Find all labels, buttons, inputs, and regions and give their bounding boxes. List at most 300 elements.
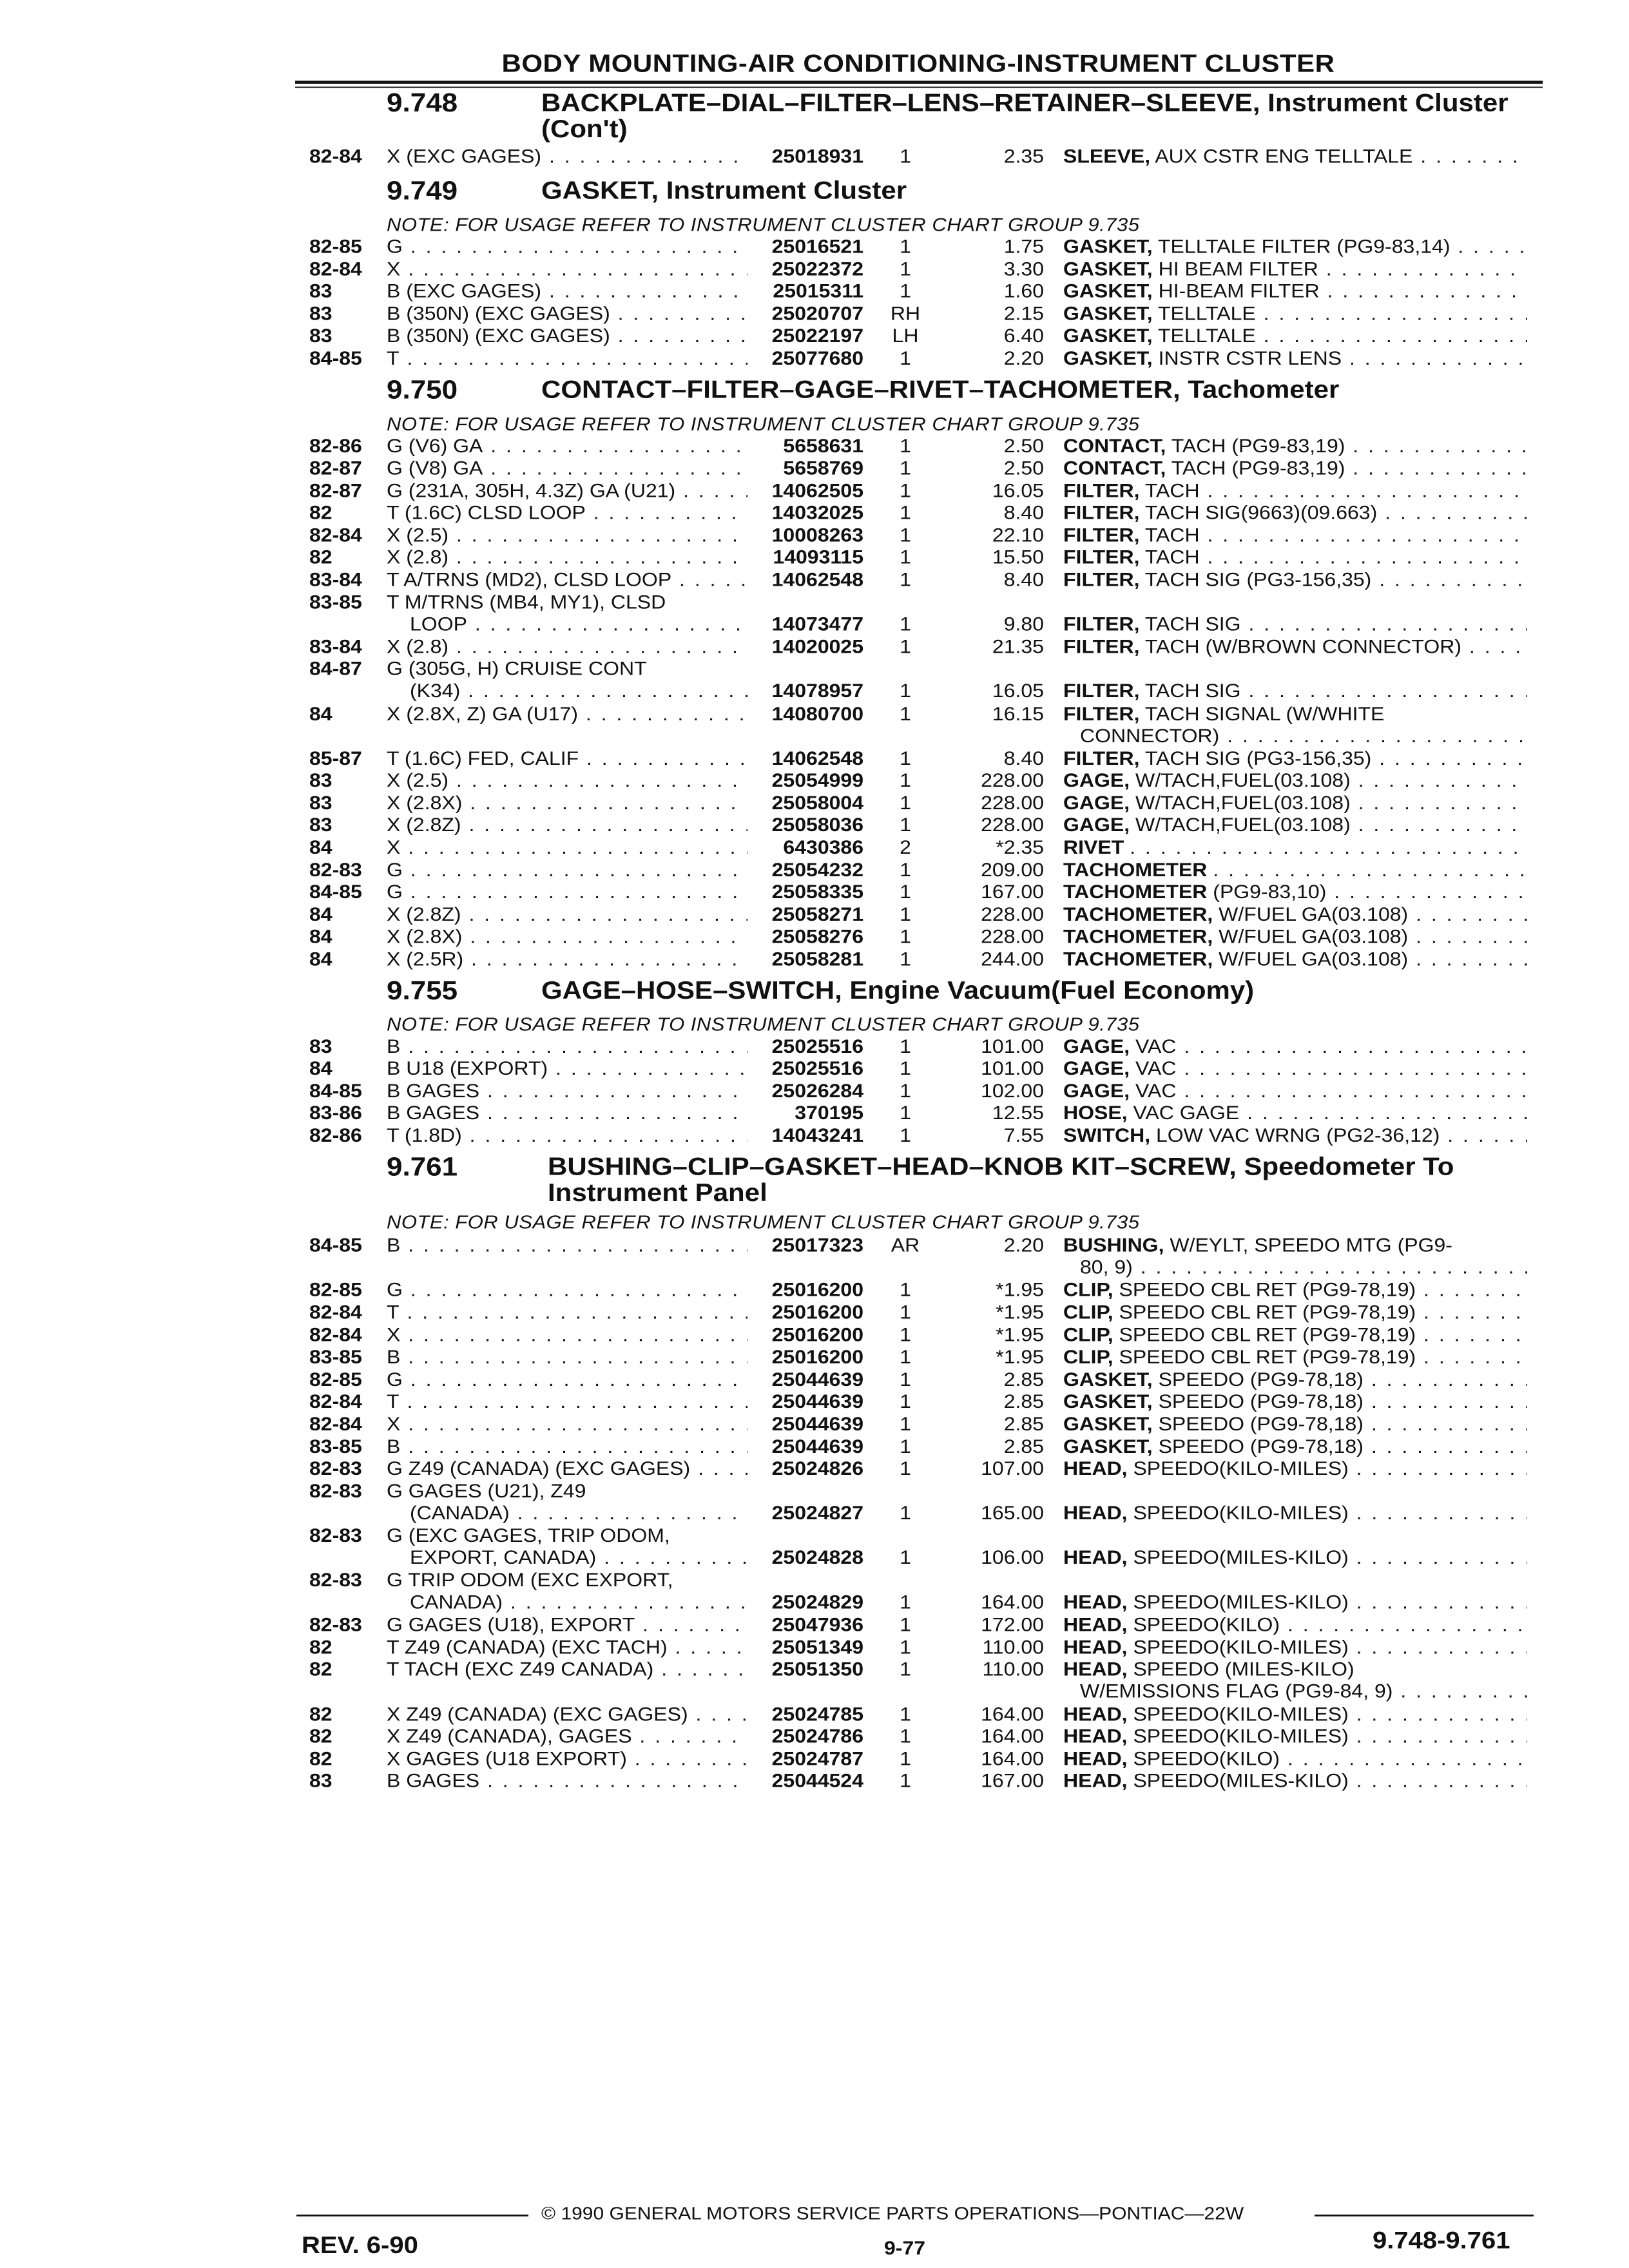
price: 2.20 [1003, 347, 1044, 369]
part-name [1063, 280, 1527, 302]
price: 2.85 [1003, 1413, 1044, 1435]
usage-description: X (2.8X) . . . [387, 926, 747, 948]
part-number: 25051350 [771, 1658, 863, 1680]
model-years: 84-85 [309, 1080, 362, 1102]
part-name-keyword: HEAD, [1063, 1502, 1128, 1524]
price: 110.00 [982, 1636, 1044, 1658]
usage-description-continued: (CANADA) . . . [410, 1502, 747, 1524]
quantity: 1 [900, 1591, 911, 1613]
quantity: 1 [900, 479, 911, 501]
quantity: 1 [900, 1035, 911, 1057]
usage-description: X (2.8X) . . . [387, 792, 747, 814]
part-name-continued: W/EMISSIONS FLAG (PG9-84, 9) . . . [1080, 1680, 1527, 1702]
part-number: 14032025 [771, 501, 863, 524]
price: 8.40 [1003, 568, 1044, 590]
part-name-keyword: FILTER, [1063, 613, 1140, 635]
part-name-detail: LOW VAC WRNG (PG2-36,12) [1155, 1124, 1440, 1146]
price: 2.85 [1003, 1435, 1044, 1457]
part-name-keyword: HOSE, [1063, 1102, 1128, 1124]
usage-description: X (2.5) . . . [387, 524, 747, 546]
quantity: 1 [900, 1725, 911, 1747]
model-years: 84-85 [309, 1235, 362, 1256]
quantity: 1 [900, 568, 911, 590]
part-name-detail: W/FUEL GA(03.108) [1219, 925, 1409, 948]
header-rule-bottom [295, 87, 1543, 88]
part-number: 25024827 [771, 1502, 863, 1524]
part-number: 10008263 [771, 524, 863, 546]
model-years: 82 [309, 1747, 333, 1769]
quantity: 1 [900, 1546, 911, 1568]
part-name [1063, 1302, 1527, 1323]
quantity: 1 [900, 792, 911, 814]
part-number: 25025516 [771, 1057, 863, 1079]
usage-description: T . . . [387, 347, 747, 369]
quantity: 1 [900, 747, 911, 769]
usage-description: T (1.6C) CLSD LOOP . . . [387, 502, 747, 524]
part-number: 25024785 [771, 1703, 863, 1725]
price: *1.95 [996, 1346, 1044, 1368]
usage-description: B . . . [387, 1035, 747, 1057]
part-number: 25024829 [771, 1591, 863, 1613]
part-name [1063, 457, 1527, 479]
price: *1.95 [996, 1301, 1044, 1323]
footer-rule-left [296, 2215, 528, 2216]
part-number: 25022197 [771, 325, 863, 347]
usage-description: T (1.8D) . . . [387, 1124, 747, 1146]
part-row [0, 591, 1629, 635]
part-number: 25051349 [771, 1636, 863, 1658]
usage-description: G . . . [387, 1279, 747, 1301]
price: 209.00 [981, 859, 1044, 881]
price: 15.50 [992, 546, 1044, 568]
price: 164.00 [981, 1747, 1044, 1769]
part-name [1063, 814, 1527, 836]
part-row [0, 1235, 1629, 1278]
usage-description: X (2.5) . . . [387, 770, 747, 792]
section-title: GASKET, Instrument Cluster [541, 176, 907, 204]
part-name [1063, 1346, 1527, 1368]
usage-description: B . . . [387, 1436, 747, 1457]
part-name-detail: W/FUEL GA(03.108) [1219, 903, 1409, 925]
part-name-detail: W/TACH,FUEL(03.108) [1135, 769, 1351, 791]
part-number: 25017323 [771, 1235, 863, 1256]
quantity: 1 [900, 1080, 911, 1102]
part-name-keyword: GAGE, [1063, 1080, 1130, 1102]
usage-description: X (2.8) . . . [387, 546, 747, 568]
model-years: 82-85 [309, 235, 362, 257]
model-years: 84 [309, 948, 333, 970]
part-name [1063, 303, 1527, 325]
usage-description: B GAGES . . . [387, 1102, 747, 1124]
part-row [0, 1636, 1629, 1658]
price: 2.15 [1003, 302, 1044, 324]
section-title: GAGE–HOSE–SWITCH, Engine Vacuum(Fuel Economy) [541, 975, 1255, 1004]
model-years: 83-85 [309, 1435, 362, 1457]
part-row [0, 1524, 1629, 1568]
part-name-detail: SPEEDO(KILO-MILES) [1133, 1636, 1349, 1658]
model-years: 82-83 [309, 859, 362, 881]
part-name-keyword: GASKET, [1063, 1368, 1153, 1390]
part-number: 25015311 [773, 280, 863, 302]
price: 2.50 [1003, 457, 1044, 479]
part-number: 370195 [795, 1102, 863, 1124]
part-row [0, 502, 1629, 524]
part-row [0, 747, 1629, 769]
model-years: 85-87 [309, 747, 362, 769]
price: 8.40 [1003, 501, 1044, 524]
model-years: 82-84 [309, 1390, 362, 1412]
part-name-continued: CONNECTOR) . . . [1080, 725, 1527, 747]
part-number: 25020707 [771, 302, 863, 324]
usage-description: G TRIP ODOM (EXC EXPORT, [387, 1569, 673, 1591]
part-name [1063, 703, 1527, 725]
part-name-keyword: GASKET, [1063, 235, 1153, 257]
model-years: 83 [309, 792, 333, 814]
part-row [0, 881, 1629, 903]
model-years: 83 [309, 769, 333, 791]
header-rule-top [295, 81, 1543, 84]
part-number: 25058036 [771, 814, 863, 836]
part-row [0, 524, 1629, 546]
part-name-detail: TACH (W/BROWN CONNECTOR) [1144, 635, 1462, 657]
price: 165.00 [981, 1502, 1044, 1524]
part-row [0, 1748, 1629, 1770]
part-name-detail: SPEEDO (PG9-78,18) [1158, 1413, 1364, 1435]
model-years: 82-83 [309, 1569, 362, 1591]
part-number: 25016200 [771, 1279, 863, 1301]
part-name-keyword: GAGE, [1063, 1057, 1130, 1079]
quantity: 1 [900, 1368, 911, 1390]
quantity: 1 [900, 1770, 911, 1792]
model-years: 83-85 [309, 1346, 362, 1368]
part-name-keyword: GAGE, [1063, 1035, 1130, 1057]
model-years: 82-84 [309, 258, 362, 280]
part-row [0, 1658, 1629, 1702]
part-name-detail: SPEEDO (PG9-78,18) [1158, 1390, 1364, 1412]
part-row [0, 1035, 1629, 1057]
part-name-keyword: TACHOMETER [1063, 859, 1208, 881]
part-name-keyword: GASKET, [1063, 347, 1153, 369]
model-years: 83-86 [309, 1102, 362, 1124]
quantity: 1 [900, 881, 911, 903]
usage-description: G GAGES (U21), Z49 [387, 1480, 586, 1502]
model-years: 82-87 [309, 479, 362, 501]
part-name-detail: HI-BEAM FILTER [1158, 280, 1320, 302]
part-name-keyword: GAGE, [1063, 769, 1130, 791]
quantity: 1 [900, 1102, 911, 1124]
part-number: 5658769 [783, 457, 863, 479]
part-name [1063, 347, 1527, 369]
part-row [0, 836, 1629, 858]
section-number: 9.748 [387, 88, 458, 118]
price: 164.00 [981, 1703, 1044, 1725]
section-title: BUSHING–CLIP–GASKET–HEAD–KNOB KIT–SCREW, Speedometer To Instrument Panel [548, 1152, 1454, 1207]
part-row [0, 1080, 1629, 1102]
price: 167.00 [981, 881, 1044, 903]
part-name-keyword: HEAD, [1063, 1747, 1128, 1769]
price: *1.95 [996, 1279, 1044, 1301]
part-name-keyword: HEAD, [1063, 1457, 1128, 1479]
quantity: 1 [900, 1413, 911, 1435]
part-name-keyword: FILTER, [1063, 635, 1140, 657]
usage-description: B (350N) (EXC GAGES) . . . [387, 303, 747, 325]
model-years: 83 [309, 1770, 333, 1792]
part-name-keyword: TACHOMETER, [1063, 925, 1213, 948]
part-row [0, 435, 1629, 457]
part-name-detail: TACH [1144, 479, 1200, 501]
model-years: 82 [309, 1725, 333, 1747]
part-name-keyword: HEAD, [1063, 1703, 1128, 1725]
model-years: 82-83 [309, 1613, 362, 1635]
part-number: 14093115 [773, 546, 863, 568]
part-name [1063, 1546, 1527, 1568]
part-name [1063, 479, 1527, 501]
part-number: 25024787 [771, 1747, 863, 1769]
part-name [1063, 146, 1527, 168]
part-name-keyword: GASKET, [1063, 1413, 1153, 1435]
price: 1.60 [1003, 280, 1044, 302]
quantity: 1 [900, 1502, 911, 1524]
part-row [0, 546, 1629, 568]
usage-description-continued: EXPORT, CANADA) . . . [410, 1546, 747, 1568]
part-name [1063, 1703, 1527, 1725]
quantity: 1 [900, 434, 911, 457]
usage-description: X Z49 (CANADA) (EXC GAGES) . . . [387, 1703, 747, 1725]
usage-description: X (2.5R) . . . [387, 948, 747, 970]
part-number: 14062548 [771, 747, 863, 769]
part-name-detail: SPEEDO (PG9-78,18) [1158, 1368, 1364, 1390]
price: 16.05 [992, 680, 1044, 702]
part-number: 25022372 [771, 258, 863, 280]
part-name [1063, 1390, 1527, 1412]
part-number: 25025516 [771, 1035, 863, 1057]
usage-description: G (305G, H) CRUISE CONT [387, 658, 647, 680]
part-name [1063, 792, 1527, 814]
part-name [1063, 1770, 1527, 1792]
part-name [1063, 836, 1527, 858]
part-name-keyword: HEAD, [1063, 1591, 1128, 1613]
part-name-detail: (PG9-83,10) [1213, 881, 1327, 903]
part-name-detail: SPEEDO (MILES-KILO) [1133, 1658, 1354, 1680]
part-number: 25016200 [771, 1301, 863, 1323]
usage-description: B (EXC GAGES) . . . [387, 280, 747, 302]
model-years: 84 [309, 836, 333, 858]
part-name [1063, 1235, 1527, 1256]
revision: REV. 6-90 [302, 2232, 418, 2259]
quantity: 1 [900, 1301, 911, 1323]
page-header: BODY MOUNTING-AIR CONDITIONING-INSTRUMENT CLUSTER [501, 49, 1335, 77]
part-name-keyword: FILTER, [1063, 546, 1140, 568]
part-row [0, 146, 1629, 168]
part-number: 25058271 [771, 903, 863, 925]
part-name-keyword: HEAD, [1063, 1613, 1128, 1635]
part-name [1063, 948, 1527, 970]
part-name [1063, 1102, 1527, 1124]
footer-rule-right [1315, 2215, 1534, 2216]
part-name-detail: VAC [1135, 1080, 1177, 1102]
price: 167.00 [981, 1770, 1044, 1792]
price: 12.55 [992, 1102, 1044, 1124]
part-name-keyword: RIVET [1063, 836, 1124, 858]
section-number: 9.750 [387, 375, 458, 405]
part-row [0, 1725, 1629, 1747]
price: 110.00 [982, 1658, 1044, 1680]
part-name-detail: VAC [1135, 1057, 1177, 1079]
usage-description: X . . . [387, 1413, 747, 1435]
part-row [0, 859, 1629, 881]
price: 107.00 [981, 1457, 1044, 1479]
model-years: 84 [309, 702, 333, 724]
part-row [0, 1102, 1629, 1124]
part-name-detail: SPEEDO(KILO) [1133, 1747, 1280, 1769]
quantity: 1 [900, 702, 911, 724]
usage-description: G . . . [387, 881, 747, 903]
part-number: 14062505 [771, 479, 863, 501]
part-name [1063, 926, 1527, 948]
part-name-keyword: CLIP, [1063, 1301, 1113, 1323]
part-row [0, 569, 1629, 591]
part-name [1063, 524, 1527, 546]
price: 228.00 [981, 792, 1044, 814]
price: 164.00 [981, 1725, 1044, 1747]
part-name-keyword: TACHOMETER, [1063, 903, 1213, 925]
part-row [0, 1436, 1629, 1457]
usage-description: G Z49 (CANADA) (EXC GAGES) . . . [387, 1457, 747, 1479]
quantity: 1 [900, 347, 911, 369]
part-row [0, 926, 1629, 948]
model-years: 84-87 [309, 658, 362, 680]
usage-description: X . . . [387, 836, 747, 858]
model-years: 82-84 [309, 1301, 362, 1323]
part-name [1063, 502, 1527, 524]
part-number: 25047936 [771, 1613, 863, 1635]
section-title: BACKPLATE–DIAL–FILTER–LENS–RETAINER–SLEEVE, Instrument Cluster (Con't) [541, 88, 1509, 143]
section-title: CONTACT–FILTER–GAGE–RIVET–TACHOMETER, Tachometer [541, 375, 1340, 403]
part-number: 25024826 [771, 1457, 863, 1479]
section-note: NOTE: FOR USAGE REFER TO INSTRUMENT CLUSTER CHART GROUP 9.735 [387, 214, 1140, 236]
part-row [0, 1614, 1629, 1636]
part-name-detail: SPEEDO(MILES-KILO) [1133, 1591, 1349, 1613]
usage-description: X (2.8) . . . [387, 636, 747, 658]
part-row [0, 792, 1629, 814]
price: 2.20 [1003, 1235, 1044, 1256]
usage-description: X (2.8X, Z) GA (U17) . . . [387, 703, 747, 725]
part-number: 25044639 [771, 1390, 863, 1412]
part-name-keyword: GAGE, [1063, 814, 1130, 836]
quantity: 2 [900, 836, 911, 858]
model-years: 83-84 [309, 635, 362, 657]
part-number: 25058276 [771, 925, 863, 948]
part-name-keyword: BUSHING, [1063, 1235, 1164, 1256]
part-name [1063, 1748, 1527, 1770]
price: 2.50 [1003, 434, 1044, 457]
price: 101.00 [981, 1035, 1044, 1057]
quantity: 1 [900, 1703, 911, 1725]
usage-description: G (EXC GAGES, TRIP ODOM, [387, 1524, 670, 1546]
usage-description: G . . . [387, 859, 747, 881]
model-years: 83 [309, 814, 333, 836]
part-name [1063, 680, 1527, 702]
quantity: 1 [900, 635, 911, 657]
quantity: 1 [900, 948, 911, 970]
price: 172.00 [981, 1613, 1044, 1635]
part-name [1063, 1591, 1527, 1613]
part-number: 14020025 [771, 635, 863, 657]
usage-description: T . . . [387, 1390, 747, 1412]
part-name [1063, 435, 1527, 457]
model-years: 82-83 [309, 1524, 362, 1546]
part-name [1063, 258, 1527, 280]
usage-description: X (2.8Z) . . . [387, 814, 747, 836]
price: 228.00 [981, 925, 1044, 948]
price: 1.75 [1003, 235, 1044, 257]
price: 228.00 [981, 903, 1044, 925]
quantity: 1 [900, 457, 911, 479]
part-number: 25044639 [771, 1435, 863, 1457]
part-number: 14043241 [771, 1124, 863, 1146]
quantity: RH [890, 302, 921, 324]
model-years: 82-85 [309, 1368, 362, 1390]
part-number: 25016200 [771, 1323, 863, 1345]
part-name-detail: TACH SIG (PG3-156,35) [1144, 747, 1372, 769]
quantity: 1 [900, 546, 911, 568]
section-note: NOTE: FOR USAGE REFER TO INSTRUMENT CLUSTER CHART GROUP 9.735 [387, 414, 1140, 435]
usage-description: B U18 (EXPORT) . . . [387, 1057, 747, 1079]
part-name-keyword: GASKET, [1063, 1435, 1153, 1457]
usage-description: B GAGES . . . [387, 1770, 747, 1792]
part-name-detail: TELLTALE FILTER (PG9-83,14) [1158, 235, 1451, 257]
part-name-keyword: GASKET, [1063, 1390, 1153, 1412]
price: *1.95 [996, 1323, 1044, 1345]
part-name-keyword: SWITCH, [1063, 1124, 1151, 1146]
quantity: 1 [900, 859, 911, 881]
quantity: 1 [900, 524, 911, 546]
part-name-detail: SPEEDO (PG9-78,18) [1158, 1435, 1364, 1457]
model-years: 84 [309, 925, 333, 948]
price: 9.80 [1003, 613, 1044, 635]
usage-description: G . . . [387, 236, 747, 258]
quantity: 1 [900, 280, 911, 302]
usage-description: T TACH (EXC Z49 CANADA) . . . [387, 1658, 747, 1680]
usage-description: G (V8) GA . . . [387, 457, 747, 479]
model-years: 82 [309, 1703, 333, 1725]
price: 6.40 [1003, 325, 1044, 347]
price: 16.05 [992, 479, 1044, 501]
part-row [0, 658, 1629, 702]
quantity: 1 [900, 258, 911, 280]
part-name-keyword: FILTER, [1063, 479, 1140, 501]
usage-description-continued: CANADA) . . . [410, 1591, 747, 1613]
part-number: 25016521 [771, 235, 863, 257]
usage-description: B . . . [387, 1346, 747, 1368]
part-row [0, 1279, 1629, 1301]
price: 102.00 [981, 1080, 1044, 1102]
part-name-keyword: GASKET, [1063, 280, 1153, 302]
part-number: 25016200 [771, 1346, 863, 1368]
price: 2.85 [1003, 1390, 1044, 1412]
usage-description: T Z49 (CANADA) (EXC TACH) . . . [387, 1636, 747, 1658]
usage-description: T A/TRNS (MD2), CLSD LOOP . . . [387, 569, 747, 591]
part-name-detail: SPEEDO CBL RET (PG9-78,19) [1119, 1301, 1416, 1323]
quantity: 1 [900, 1658, 911, 1680]
part-row [0, 258, 1629, 280]
part-number: 6430386 [783, 836, 863, 858]
model-years: 82 [309, 1658, 333, 1680]
usage-description-continued: LOOP . . . [410, 613, 747, 635]
model-years: 83 [309, 1035, 333, 1057]
part-name-keyword: FILTER, [1063, 524, 1140, 546]
quantity: 1 [900, 1435, 911, 1457]
